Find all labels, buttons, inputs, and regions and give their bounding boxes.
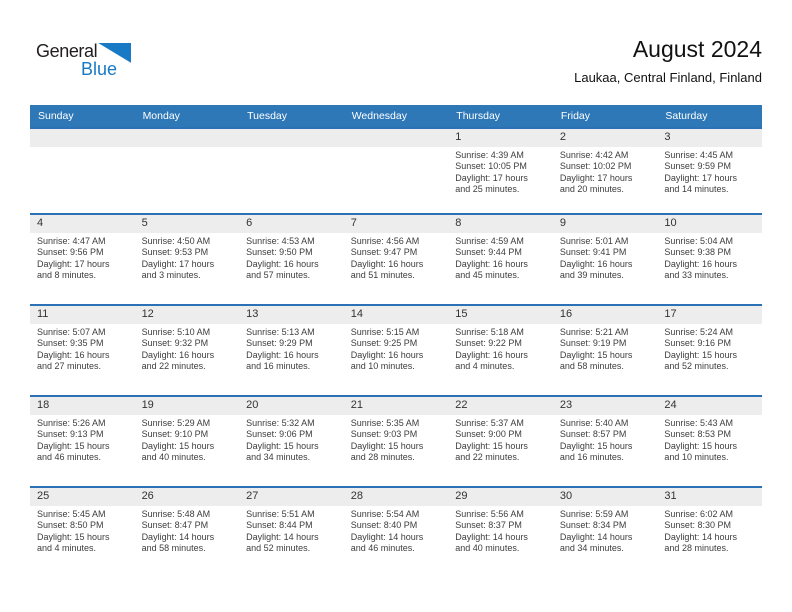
day-info xyxy=(344,415,449,464)
day-info-line: Sunset: 10:02 PM xyxy=(559,161,632,172)
weekday-header-tuesday: Tuesday xyxy=(247,110,288,122)
day-cell-8 xyxy=(448,215,553,304)
day-cell-23 xyxy=(553,397,658,486)
day-info xyxy=(30,147,135,150)
day-info-line: Sunset: 9:56 PM xyxy=(37,247,104,258)
day-info-line: Sunrise: 5:59 AM xyxy=(559,509,629,519)
day-info-line: and 40 minutes. xyxy=(455,543,520,554)
day-info xyxy=(239,233,344,282)
day-info-line: Sunrise: 5:32 AM xyxy=(246,418,315,428)
day-info-line: Daylight: 17 hours xyxy=(37,258,110,269)
day-info-line: Daylight: 15 hours xyxy=(559,349,633,360)
day-info-line: Daylight: 16 hours xyxy=(350,349,424,360)
day-info-line: Sunrise: 5:40 AM xyxy=(559,418,629,428)
day-info-line: Sunset: 9:59 PM xyxy=(664,161,731,172)
day-info-line: and 46 minutes. xyxy=(350,543,415,554)
logo-text-blue: Blue xyxy=(81,59,118,79)
day-number: 21 xyxy=(344,397,449,415)
day-number: 1 xyxy=(448,129,553,147)
day-info-line: Sunrise: 4:59 AM xyxy=(455,236,524,246)
calendar xyxy=(30,105,762,577)
day-info xyxy=(657,506,762,555)
day-cell-empty xyxy=(135,129,240,213)
day-info-line: Sunset: 8:47 PM xyxy=(141,520,209,531)
day-info-line: Daylight: 14 hours xyxy=(559,531,633,542)
day-info-line: Sunset: 10:05 PM xyxy=(455,161,527,172)
day-info xyxy=(553,233,658,282)
day-info-line: Sunset: 9:16 PM xyxy=(664,338,731,349)
day-cell-4 xyxy=(30,215,135,304)
day-info xyxy=(344,324,449,373)
day-info-line: and 10 minutes. xyxy=(350,361,415,372)
day-info-line: Daylight: 15 hours xyxy=(141,440,215,451)
day-info-line: Sunrise: 5:26 AM xyxy=(37,418,106,428)
day-info-line: Sunrise: 5:56 AM xyxy=(455,509,524,519)
day-info xyxy=(448,506,553,555)
day-info-line: and 3 minutes. xyxy=(141,270,201,281)
day-info-line: and 10 minutes. xyxy=(664,452,729,463)
day-info xyxy=(448,233,553,282)
day-info-line: Daylight: 15 hours xyxy=(664,349,737,360)
day-info-line: and 46 minutes. xyxy=(37,452,102,463)
weekday-header-saturday: Saturday xyxy=(665,110,708,122)
day-info-line: Sunrise: 5:01 AM xyxy=(559,236,629,246)
day-info-line: Daylight: 14 hours xyxy=(246,531,319,542)
day-cell-15 xyxy=(448,306,553,395)
day-info-line: and 34 minutes. xyxy=(246,452,311,463)
day-number: 11 xyxy=(30,306,135,324)
day-info-line: Daylight: 15 hours xyxy=(37,531,110,542)
day-info-line: Daylight: 17 hours xyxy=(664,172,737,183)
day-number: 22 xyxy=(448,397,553,415)
day-cell-30 xyxy=(553,488,658,577)
day-number-empty xyxy=(239,129,344,147)
day-number-empty xyxy=(344,129,449,147)
day-info-line: Sunset: 9:06 PM xyxy=(246,429,313,440)
day-cell-26 xyxy=(135,488,240,577)
day-info-line: Daylight: 15 hours xyxy=(559,440,633,451)
day-info-line: Sunrise: 5:35 AM xyxy=(350,418,420,428)
day-info-line: Sunrise: 4:50 AM xyxy=(141,236,211,246)
day-info xyxy=(553,506,658,555)
day-info-line: Daylight: 14 hours xyxy=(664,531,737,542)
day-number: 13 xyxy=(239,306,344,324)
day-info-line: Daylight: 16 hours xyxy=(246,349,319,360)
calendar-grid xyxy=(30,127,762,577)
general-blue-logo xyxy=(36,42,131,78)
day-cell-17 xyxy=(657,306,762,395)
day-info-line: Sunrise: 5:04 AM xyxy=(664,236,733,246)
day-info-line: Sunset: 8:57 PM xyxy=(559,429,627,440)
day-number: 29 xyxy=(448,488,553,506)
day-info-line: Sunset: 9:19 PM xyxy=(559,338,627,349)
day-info-line: Daylight: 16 hours xyxy=(246,258,319,269)
day-number: 4 xyxy=(30,215,135,233)
day-cell-7 xyxy=(344,215,449,304)
day-info-line: Sunset: 9:29 PM xyxy=(246,338,313,349)
day-number-empty xyxy=(135,129,240,147)
day-info-line: and 52 minutes. xyxy=(664,361,729,372)
weekday-header-sunday: Sunday xyxy=(38,110,74,122)
day-info xyxy=(553,324,658,373)
day-info-line: Daylight: 15 hours xyxy=(455,440,528,451)
day-info xyxy=(135,147,240,150)
day-cell-28 xyxy=(344,488,449,577)
day-info-line: and 16 minutes. xyxy=(559,452,624,463)
day-info-line: Daylight: 16 hours xyxy=(37,349,110,360)
day-info-line: Daylight: 16 hours xyxy=(141,349,215,360)
day-info-line: Sunrise: 5:45 AM xyxy=(37,509,106,519)
page-title: August 2024 xyxy=(632,36,762,62)
day-cell-5 xyxy=(135,215,240,304)
day-info-line: and 45 minutes. xyxy=(455,270,520,281)
day-number: 25 xyxy=(30,488,135,506)
day-info-line: Sunrise: 5:10 AM xyxy=(141,327,211,337)
weekday-header-friday: Friday xyxy=(560,110,591,122)
day-info-line: Sunrise: 4:47 AM xyxy=(37,236,106,246)
day-info-line: Daylight: 14 hours xyxy=(350,531,424,542)
day-info-line: and 52 minutes. xyxy=(246,543,311,554)
day-info-line: Sunrise: 5:18 AM xyxy=(455,327,524,337)
day-info-line: and 58 minutes. xyxy=(559,361,624,372)
day-info-line: Sunrise: 4:45 AM xyxy=(664,150,733,160)
day-info-line: Sunrise: 6:02 AM xyxy=(664,509,733,519)
day-info-line: Daylight: 15 hours xyxy=(37,440,110,451)
day-info-line: Sunrise: 4:42 AM xyxy=(559,150,629,160)
day-info-line: and 4 minutes. xyxy=(37,543,97,554)
day-info xyxy=(30,506,135,555)
day-info-line: Daylight: 14 hours xyxy=(141,531,215,542)
weekday-header-wednesday: Wednesday xyxy=(351,110,407,122)
day-info-line: and 22 minutes. xyxy=(455,452,520,463)
day-number: 16 xyxy=(553,306,658,324)
day-info-line: Sunset: 8:50 PM xyxy=(37,520,104,531)
day-info-line: Sunset: 9:38 PM xyxy=(664,247,731,258)
week-row xyxy=(30,127,762,213)
day-cell-25 xyxy=(30,488,135,577)
day-number: 18 xyxy=(30,397,135,415)
week-row xyxy=(30,395,762,486)
day-info-line: Daylight: 16 hours xyxy=(664,258,737,269)
day-info xyxy=(239,324,344,373)
weekday-header-thursday: Thursday xyxy=(456,110,501,122)
day-info-line: and 14 minutes. xyxy=(664,184,729,195)
day-info-line: Sunset: 9:50 PM xyxy=(246,247,313,258)
day-cell-22 xyxy=(448,397,553,486)
day-cell-19 xyxy=(135,397,240,486)
day-number: 28 xyxy=(344,488,449,506)
day-info-line: Sunset: 9:47 PM xyxy=(350,247,418,258)
day-number: 24 xyxy=(657,397,762,415)
day-info-line: and 27 minutes. xyxy=(37,361,102,372)
day-info-line: and 40 minutes. xyxy=(141,452,206,463)
day-info-line: Sunrise: 5:48 AM xyxy=(141,509,211,519)
day-info xyxy=(239,506,344,555)
day-info-line: Daylight: 15 hours xyxy=(350,440,424,451)
day-info-line: Sunrise: 5:43 AM xyxy=(664,418,733,428)
day-info xyxy=(135,233,240,282)
day-cell-6 xyxy=(239,215,344,304)
day-info-line: Sunrise: 4:56 AM xyxy=(350,236,420,246)
day-info-line: Sunrise: 5:07 AM xyxy=(37,327,106,337)
day-number: 26 xyxy=(135,488,240,506)
day-info-line: Sunset: 9:03 PM xyxy=(350,429,418,440)
day-info-line: Daylight: 16 hours xyxy=(455,349,528,360)
day-number: 7 xyxy=(344,215,449,233)
day-info-line: Sunset: 8:44 PM xyxy=(246,520,313,531)
day-info xyxy=(553,147,658,196)
day-info-line: and 16 minutes. xyxy=(246,361,311,372)
day-number: 5 xyxy=(135,215,240,233)
day-number: 2 xyxy=(553,129,658,147)
day-cell-1 xyxy=(448,129,553,213)
day-number: 6 xyxy=(239,215,344,233)
day-info-line: and 58 minutes. xyxy=(141,543,206,554)
day-info-line: and 51 minutes. xyxy=(350,270,415,281)
day-number: 10 xyxy=(657,215,762,233)
day-cell-empty xyxy=(30,129,135,213)
day-number: 9 xyxy=(553,215,658,233)
day-cell-empty xyxy=(344,129,449,213)
day-info-line: Sunset: 9:35 PM xyxy=(37,338,104,349)
week-row xyxy=(30,213,762,304)
day-info xyxy=(448,147,553,196)
day-number: 30 xyxy=(553,488,658,506)
day-info xyxy=(30,233,135,282)
day-cell-12 xyxy=(135,306,240,395)
day-info-line: Sunrise: 4:39 AM xyxy=(455,150,524,160)
weekday-header-row xyxy=(30,105,762,127)
day-info-line: Sunset: 8:34 PM xyxy=(559,520,627,531)
day-info-line: Sunrise: 5:37 AM xyxy=(455,418,524,428)
day-info-line: Sunrise: 5:51 AM xyxy=(246,509,315,519)
day-info xyxy=(657,415,762,464)
day-number: 31 xyxy=(657,488,762,506)
day-info-line: Daylight: 17 hours xyxy=(559,172,633,183)
day-info-line: Daylight: 16 hours xyxy=(350,258,424,269)
day-info-line: Sunset: 8:37 PM xyxy=(455,520,522,531)
day-info-line: Sunset: 9:32 PM xyxy=(141,338,209,349)
week-row xyxy=(30,304,762,395)
day-info-line: Sunrise: 5:24 AM xyxy=(664,327,733,337)
day-info-line: and 33 minutes. xyxy=(664,270,729,281)
day-cell-2 xyxy=(553,129,658,213)
day-info xyxy=(239,415,344,464)
day-info-line: Sunrise: 4:53 AM xyxy=(246,236,315,246)
day-info-line: Sunset: 9:25 PM xyxy=(350,338,418,349)
day-info-line: Daylight: 14 hours xyxy=(455,531,528,542)
day-cell-9 xyxy=(553,215,658,304)
day-cell-21 xyxy=(344,397,449,486)
day-info xyxy=(30,324,135,373)
day-info-line: Sunrise: 5:13 AM xyxy=(246,327,315,337)
day-info-line: Sunset: 9:22 PM xyxy=(455,338,522,349)
day-info-line: and 4 minutes. xyxy=(455,361,515,372)
day-info xyxy=(135,415,240,464)
day-number: 8 xyxy=(448,215,553,233)
day-number: 19 xyxy=(135,397,240,415)
day-info-line: and 34 minutes. xyxy=(559,543,624,554)
day-info-line: Daylight: 16 hours xyxy=(455,258,528,269)
day-number: 27 xyxy=(239,488,344,506)
day-number: 17 xyxy=(657,306,762,324)
day-number: 3 xyxy=(657,129,762,147)
day-cell-empty xyxy=(239,129,344,213)
day-info-line: Sunset: 8:40 PM xyxy=(350,520,418,531)
day-info-line: Sunset: 8:30 PM xyxy=(664,520,731,531)
day-info-line: Sunset: 9:41 PM xyxy=(559,247,627,258)
day-info-line: Sunset: 8:53 PM xyxy=(664,429,731,440)
day-info-line: Sunrise: 5:15 AM xyxy=(350,327,420,337)
day-cell-24 xyxy=(657,397,762,486)
day-info xyxy=(30,415,135,464)
day-info-line: and 22 minutes. xyxy=(141,361,206,372)
day-info-line: Daylight: 17 hours xyxy=(141,258,215,269)
day-info-line: Sunset: 9:44 PM xyxy=(455,247,522,258)
day-info xyxy=(553,415,658,464)
day-info xyxy=(344,147,449,150)
day-info-line: Daylight: 15 hours xyxy=(246,440,319,451)
day-cell-11 xyxy=(30,306,135,395)
day-cell-13 xyxy=(239,306,344,395)
day-info xyxy=(657,147,762,196)
day-info xyxy=(239,147,344,150)
day-info xyxy=(657,324,762,373)
day-info xyxy=(135,506,240,555)
day-info xyxy=(135,324,240,373)
day-number-empty xyxy=(30,129,135,147)
day-cell-14 xyxy=(344,306,449,395)
day-info xyxy=(448,415,553,464)
day-info-line: Sunrise: 5:21 AM xyxy=(559,327,629,337)
day-info-line: and 28 minutes. xyxy=(664,543,729,554)
day-cell-29 xyxy=(448,488,553,577)
day-info-line: Sunset: 9:10 PM xyxy=(141,429,209,440)
logo-text-general: General xyxy=(36,41,98,61)
day-info xyxy=(344,506,449,555)
day-info-line: and 25 minutes. xyxy=(455,184,520,195)
day-cell-20 xyxy=(239,397,344,486)
day-cell-16 xyxy=(553,306,658,395)
day-info-line: and 28 minutes. xyxy=(350,452,415,463)
day-number: 14 xyxy=(344,306,449,324)
day-info-line: Sunset: 9:13 PM xyxy=(37,429,104,440)
day-info-line: Sunset: 9:53 PM xyxy=(141,247,209,258)
day-number: 12 xyxy=(135,306,240,324)
day-info-line: and 57 minutes. xyxy=(246,270,311,281)
day-info-line: and 8 minutes. xyxy=(37,270,97,281)
day-info-line: and 39 minutes. xyxy=(559,270,624,281)
day-info-line: Sunrise: 5:29 AM xyxy=(141,418,211,428)
day-cell-10 xyxy=(657,215,762,304)
day-cell-27 xyxy=(239,488,344,577)
day-info-line: Sunrise: 5:54 AM xyxy=(350,509,420,519)
header xyxy=(574,36,762,85)
page-subtitle: Laukaa, Central Finland, Finland xyxy=(574,70,762,86)
day-info xyxy=(344,233,449,282)
day-number: 15 xyxy=(448,306,553,324)
day-info xyxy=(448,324,553,373)
day-info xyxy=(657,233,762,282)
day-info-line: Daylight: 15 hours xyxy=(664,440,737,451)
day-info-line: and 20 minutes. xyxy=(559,184,624,195)
day-number: 23 xyxy=(553,397,658,415)
day-info-line: Sunset: 9:00 PM xyxy=(455,429,522,440)
day-number: 20 xyxy=(239,397,344,415)
day-info-line: Daylight: 16 hours xyxy=(559,258,633,269)
week-row xyxy=(30,486,762,577)
weekday-header-monday: Monday xyxy=(142,110,180,122)
day-cell-3 xyxy=(657,129,762,213)
day-cell-31 xyxy=(657,488,762,577)
day-cell-18 xyxy=(30,397,135,486)
day-info-line: Daylight: 17 hours xyxy=(455,172,528,183)
